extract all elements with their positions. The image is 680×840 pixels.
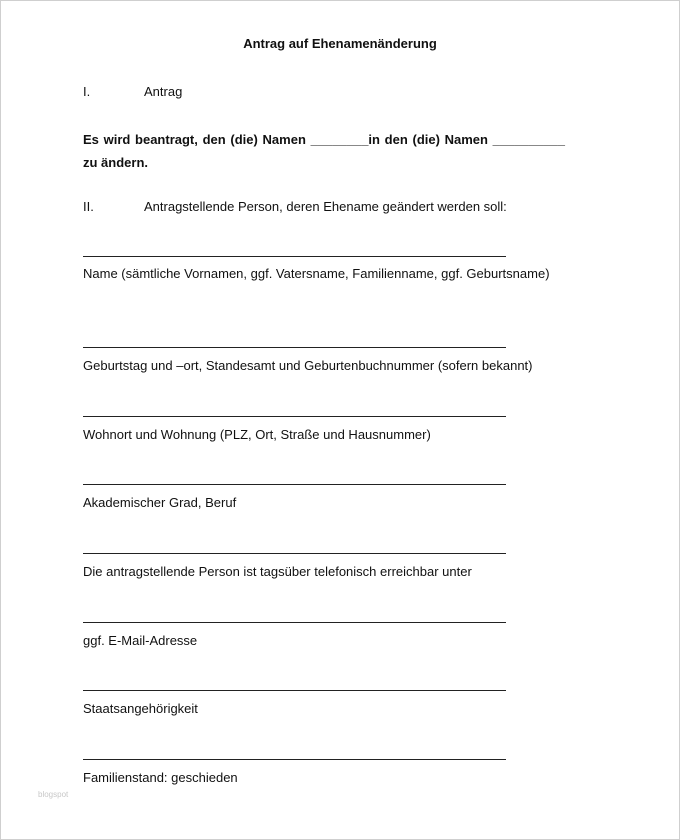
name-entry-line[interactable] — [83, 256, 506, 257]
watermark: blogspot — [38, 790, 69, 799]
marital-status-entry-line[interactable] — [83, 759, 506, 760]
degree-entry-line[interactable] — [83, 484, 506, 485]
section-2-heading: Antragstellende Person, deren Ehename geändert werden soll: — [144, 199, 507, 214]
phone-field-label: Die antragstellende Person ist tagsüber telefonisch erreichbar unter — [83, 564, 472, 579]
request-statement: Es wird beantragt, den (die) Namen ________in den (die) Namen __________ zu ändern. — [83, 132, 565, 170]
email-field-label: ggf. E-Mail-Adresse — [83, 633, 198, 648]
phone-entry-line[interactable] — [83, 553, 506, 554]
email-entry-line[interactable] — [83, 622, 506, 623]
marital-status-field-label: Familienstand: geschieden — [83, 770, 238, 785]
name-field-label: Name (sämtliche Vornamen, ggf. Vatersname, Familienname, ggf. Geburtsname) — [83, 266, 550, 281]
degree-field-label: Akademischer Grad, Beruf — [83, 495, 237, 510]
address-entry-line[interactable] — [83, 416, 506, 417]
section-1-heading: Antrag — [144, 84, 183, 99]
section-1-number: I. — [83, 84, 91, 99]
document-title: Antrag auf Ehenamenänderung — [243, 36, 437, 51]
address-field-label: Wohnort und Wohnung (PLZ, Ort, Straße und Hausnummer) — [83, 427, 431, 442]
nationality-field-label: Staatsangehörigkeit — [83, 701, 198, 716]
birth-entry-line[interactable] — [83, 347, 506, 348]
nationality-entry-line[interactable] — [83, 690, 506, 691]
birth-field-label: Geburtstag und –ort, Standesamt und Geburtenbuchnummer (sofern bekannt) — [83, 358, 533, 373]
section-2-number: II. — [83, 199, 94, 214]
